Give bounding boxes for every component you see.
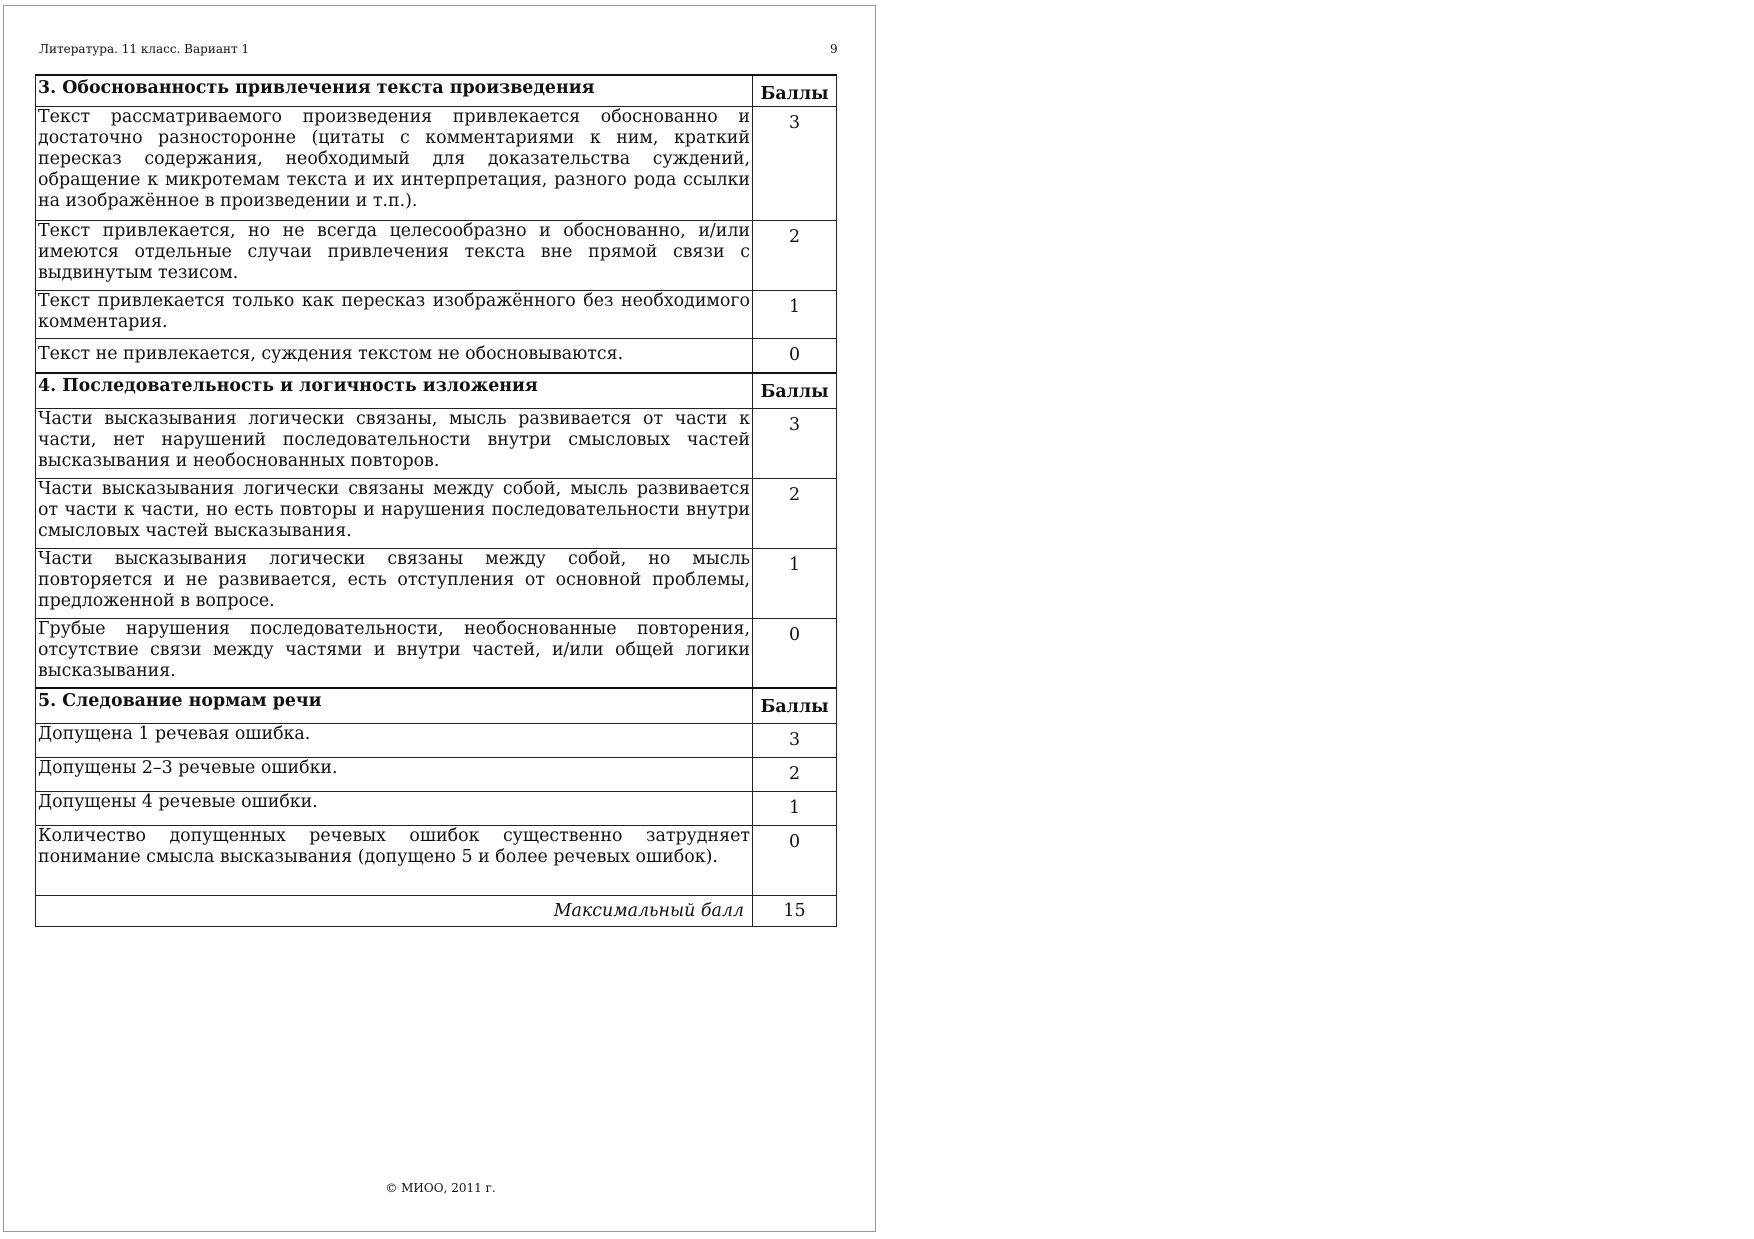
section-header — [36, 373, 837, 408]
section-header — [36, 688, 837, 723]
criterion-row — [36, 825, 837, 895]
criterion-score: 1 — [753, 548, 837, 618]
criterion-score: 2 — [753, 478, 837, 548]
criterion-row — [36, 106, 837, 220]
criterion-row — [36, 757, 837, 791]
total-row — [36, 895, 837, 926]
criterion-text: Текст не привлекается, суждения текстом не обосновываются. — [36, 338, 753, 373]
criterion-text: Допущена 1 речевая ошибка. — [36, 723, 753, 757]
criterion-score: 3 — [753, 408, 837, 478]
criterion-score: 2 — [753, 757, 837, 791]
criterion-row — [36, 290, 837, 338]
copyright-footer: © МИОО, 2011 г. — [385, 1181, 496, 1195]
criterion-score: 2 — [753, 220, 837, 290]
section-title: 3. Обоснованность привлечения текста произведения — [36, 75, 753, 106]
criterion-row — [36, 338, 837, 373]
document-page — [3, 5, 876, 1232]
criterion-row — [36, 618, 837, 688]
criterion-text: Допущены 2–3 речевые ошибки. — [36, 757, 753, 791]
criterion-text: Допущены 4 речевые ошибки. — [36, 791, 753, 825]
criterion-text: Текст привлекается, но не всегда целесообразно и обоснованно, и/или имеются отдельные случаи привлечения текста вне прямой связи с выдвинутым тезисом. — [36, 220, 753, 290]
criterion-row — [36, 408, 837, 478]
criterion-score: 3 — [753, 106, 837, 220]
criterion-text: Текст привлекается только как пересказ изображённого без необходимого комментария. — [36, 290, 753, 338]
criteria-table — [35, 74, 837, 927]
criterion-score: 3 — [753, 723, 837, 757]
criterion-row — [36, 548, 837, 618]
criterion-row — [36, 220, 837, 290]
criterion-text: Текст рассматриваемого произведения привлекается обоснованно и достаточно разносторонне (цитаты с комментариями к ним, краткий пересказ содержания, необходимый для доказательства суждений, обращение к микротемам текста и их интерпретация, разного рода ссылки на изображённое в произведении и т.п.). — [36, 106, 753, 220]
criterion-score: 1 — [753, 791, 837, 825]
criterion-text: Части высказывания логически связаны между собой, мысль развивается от части к части, но есть повторы и нарушения последовательности внутри смысловых частей высказывания. — [36, 478, 753, 548]
criterion-score: 0 — [753, 825, 837, 895]
section-title: 4. Последовательность и логичность изложения — [36, 373, 753, 408]
max-score-label: Максимальный балл — [36, 895, 753, 926]
criterion-text: Части высказывания логически связаны между собой, но мысль повторяется и не развивается, есть отступления от основной проблемы, предложенной в вопросе. — [36, 548, 753, 618]
criterion-row — [36, 791, 837, 825]
section-header — [36, 75, 837, 106]
running-header: Литература. 11 класс. Вариант 1 — [39, 42, 250, 56]
page-number: 9 — [830, 42, 838, 56]
criterion-row — [36, 723, 837, 757]
section-title: 5. Следование нормам речи — [36, 688, 753, 723]
criterion-score: 0 — [753, 338, 837, 373]
criterion-text: Грубые нарушения последовательности, необоснованные повторения, отсутствие связи между частями и внутри частей, и/или общей логики высказывания. — [36, 618, 753, 688]
criterion-score: 1 — [753, 290, 837, 338]
score-column-header: Баллы — [753, 75, 837, 106]
criterion-row — [36, 478, 837, 548]
score-column-header: Баллы — [753, 373, 837, 408]
criterion-text: Части высказывания логически связаны, мысль развивается от части к части, нет нарушений последовательности внутри смысловых частей высказывания и необоснованных повторов. — [36, 408, 753, 478]
criterion-text: Количество допущенных речевых ошибок существенно затрудняет понимание смысла высказывания (допущено 5 и более речевых ошибок). — [36, 825, 753, 895]
score-column-header: Баллы — [753, 688, 837, 723]
criterion-score: 0 — [753, 618, 837, 688]
max-score-value: 15 — [753, 895, 837, 926]
